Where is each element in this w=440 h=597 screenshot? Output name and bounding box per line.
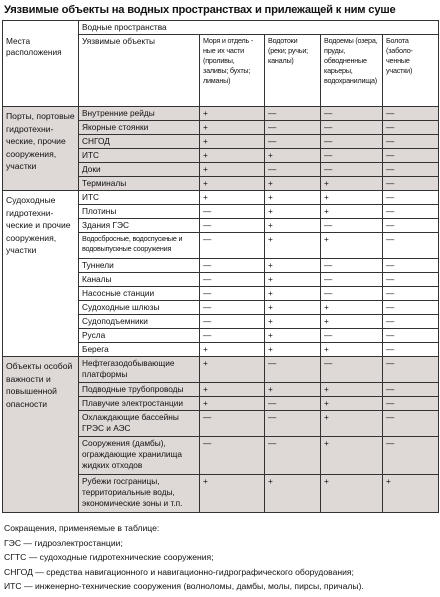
mark-cell-sea: — <box>200 329 265 343</box>
mark-cell-sea: — <box>200 233 265 259</box>
object-name-cell: Насосные станции <box>79 287 200 301</box>
mark-cell-reservoirs: — <box>321 287 383 301</box>
object-name-cell: Внутренние рейды <box>79 107 200 121</box>
mark-cell-swamps: — <box>383 259 439 273</box>
mark-cell-watercourses: + <box>265 259 321 273</box>
mark-cell-watercourses: + <box>265 273 321 287</box>
mark-cell-sea: + <box>200 191 265 205</box>
mark-cell-reservoirs: + <box>321 177 383 191</box>
mark-cell-swamps: — <box>383 177 439 191</box>
mark-cell-watercourses: + <box>265 475 321 513</box>
header-location: Места расположения <box>3 35 79 107</box>
header-reservoirs: Водоемы (озера, пруды, обводненные карьеры, водохранилища) <box>321 35 383 107</box>
object-name-cell: Сооружения (дамбы), ограждающие хранилища жидких отходов <box>79 437 200 475</box>
mark-cell-reservoirs: — <box>321 357 383 383</box>
object-name-cell: Рубежи госграницы, территориальные воды, экономические зоны и т.п. <box>79 475 200 513</box>
mark-cell-sea: + <box>200 135 265 149</box>
mark-cell-sea: + <box>200 475 265 513</box>
mark-cell-sea: — <box>200 287 265 301</box>
mark-cell-watercourses: — <box>265 411 321 437</box>
mark-cell-sea: + <box>200 357 265 383</box>
mark-cell-swamps: — <box>383 149 439 163</box>
object-name-cell: Плавучие электростанции <box>79 397 200 411</box>
mark-cell-swamps: — <box>383 287 439 301</box>
mark-cell-swamps: + <box>383 475 439 513</box>
mark-cell-reservoirs: + <box>321 315 383 329</box>
mark-cell-watercourses: + <box>265 287 321 301</box>
mark-cell-watercourses: + <box>265 383 321 397</box>
mark-cell-swamps: — <box>383 219 439 233</box>
mark-cell-watercourses: — <box>265 397 321 411</box>
mark-cell-swamps: — <box>383 397 439 411</box>
mark-cell-reservoirs: + <box>321 411 383 437</box>
mark-cell-sea: + <box>200 121 265 135</box>
mark-cell-sea: — <box>200 315 265 329</box>
document-title: Уязвимые объекты на водных пространствах и прилежащей к ним суше <box>4 4 396 16</box>
object-name-cell: Судоподъемники <box>79 315 200 329</box>
mark-cell-watercourses: — <box>265 437 321 475</box>
mark-cell-swamps: — <box>383 135 439 149</box>
location-cell: Судоходные гидротехни- ческие и прочие сооружения, участки <box>3 191 79 357</box>
location-cell: Порты, портовые гидротехни- ческие, прочие сооружения, участки <box>3 107 79 191</box>
mark-cell-watercourses: + <box>265 191 321 205</box>
mark-cell-watercourses: — <box>265 107 321 121</box>
object-name-cell: Берега <box>79 343 200 357</box>
mark-cell-swamps: — <box>383 301 439 315</box>
mark-cell-watercourses: — <box>265 357 321 383</box>
object-name-cell: Терминалы <box>79 177 200 191</box>
mark-cell-watercourses: — <box>265 163 321 177</box>
mark-cell-reservoirs: + <box>321 233 383 259</box>
mark-cell-swamps: — <box>383 329 439 343</box>
header-swamps: Болота (заболо- ченные участки) <box>383 35 439 107</box>
mark-cell-sea: + <box>200 383 265 397</box>
mark-cell-swamps: — <box>383 191 439 205</box>
mark-cell-watercourses: + <box>265 233 321 259</box>
mark-cell-sea: + <box>200 163 265 177</box>
object-name-cell: ИТС <box>79 191 200 205</box>
vulnerable-objects-table <box>2 20 439 513</box>
mark-cell-sea: + <box>200 107 265 121</box>
object-name-cell: СНГОД <box>79 135 200 149</box>
mark-cell-watercourses: + <box>265 205 321 219</box>
mark-cell-reservoirs: — <box>321 219 383 233</box>
mark-cell-swamps: — <box>383 273 439 287</box>
mark-cell-swamps: — <box>383 107 439 121</box>
mark-cell-watercourses: — <box>265 135 321 149</box>
mark-cell-watercourses: + <box>265 315 321 329</box>
abbreviation-sngod: СНГОД — средства навигационного и навигационно-гидрографического оборудования; <box>4 566 354 577</box>
mark-cell-swamps: — <box>383 411 439 437</box>
mark-cell-swamps: — <box>383 233 439 259</box>
abbreviation-its: ИТС — инженерно-технические сооружения (волноломы, дамбы, молы, пирсы, причалы). <box>4 581 364 592</box>
object-name-cell: Водосбросные, водоспускные и водовыпускные сооружения <box>79 233 200 259</box>
mark-cell-reservoirs: + <box>321 343 383 357</box>
mark-cell-watercourses: + <box>265 329 321 343</box>
mark-cell-watercourses: — <box>265 121 321 135</box>
mark-cell-sea: — <box>200 437 265 475</box>
mark-cell-sea: — <box>200 273 265 287</box>
header-group: Водные пространства <box>79 21 439 35</box>
table-row <box>3 357 439 383</box>
mark-cell-swamps: — <box>383 205 439 219</box>
header-objects: Уязвимые объекты <box>79 35 200 107</box>
object-name-cell: Русла <box>79 329 200 343</box>
mark-cell-reservoirs: — <box>321 121 383 135</box>
mark-cell-sea: — <box>200 219 265 233</box>
mark-cell-sea: + <box>200 149 265 163</box>
abbreviation-ges: ГЭС — гидроэлектростанции; <box>4 537 123 548</box>
location-cell: Объекты особой важности и повышенной опасности <box>3 357 79 513</box>
mark-cell-sea: — <box>200 259 265 273</box>
mark-cell-swamps: — <box>383 163 439 177</box>
mark-cell-reservoirs: + <box>321 475 383 513</box>
mark-cell-swamps: — <box>383 121 439 135</box>
mark-cell-sea: — <box>200 205 265 219</box>
mark-cell-watercourses: + <box>265 149 321 163</box>
object-name-cell: ИТС <box>79 149 200 163</box>
object-name-cell: Якорные стоянки <box>79 121 200 135</box>
object-name-cell: Каналы <box>79 273 200 287</box>
mark-cell-swamps: — <box>383 437 439 475</box>
mark-cell-sea: — <box>200 411 265 437</box>
object-name-cell: Доки <box>79 163 200 177</box>
mark-cell-reservoirs: + <box>321 205 383 219</box>
header-empty <box>3 21 79 35</box>
object-name-cell: Нефтегазодобывающие платформы <box>79 357 200 383</box>
table-row <box>3 107 439 121</box>
header-watercourses: Водотоки (реки; ручьи; каналы) <box>265 35 321 107</box>
mark-cell-reservoirs: — <box>321 135 383 149</box>
mark-cell-watercourses: + <box>265 343 321 357</box>
mark-cell-swamps: — <box>383 343 439 357</box>
object-name-cell: Подводные трубопроводы <box>79 383 200 397</box>
mark-cell-sea: — <box>200 301 265 315</box>
mark-cell-reservoirs: + <box>321 383 383 397</box>
abbreviations-block <box>4 521 436 594</box>
mark-cell-reservoirs: + <box>321 301 383 315</box>
object-name-cell: Туннели <box>79 259 200 273</box>
mark-cell-watercourses: + <box>265 177 321 191</box>
mark-cell-reservoirs: + <box>321 191 383 205</box>
mark-cell-sea: + <box>200 343 265 357</box>
mark-cell-sea: + <box>200 177 265 191</box>
mark-cell-reservoirs: — <box>321 149 383 163</box>
mark-cell-swamps: — <box>383 315 439 329</box>
abbreviation-sgts: СГТС — судоходные гидротехнические сооружения; <box>4 552 214 563</box>
mark-cell-reservoirs: — <box>321 273 383 287</box>
object-name-cell: Здания ГЭС <box>79 219 200 233</box>
mark-cell-reservoirs: — <box>321 163 383 177</box>
mark-cell-sea: + <box>200 397 265 411</box>
mark-cell-swamps: — <box>383 383 439 397</box>
object-name-cell: Судоходные шлюзы <box>79 301 200 315</box>
mark-cell-watercourses: + <box>265 219 321 233</box>
mark-cell-swamps: — <box>383 357 439 383</box>
mark-cell-reservoirs: — <box>321 259 383 273</box>
abbreviations-heading: Сокращения, применяемые в таблице: <box>4 523 160 533</box>
mark-cell-watercourses: + <box>265 301 321 315</box>
object-name-cell: Охлаждающие бассейны ГРЭС и АЭС <box>79 411 200 437</box>
mark-cell-reservoirs: — <box>321 107 383 121</box>
mark-cell-reservoirs: + <box>321 397 383 411</box>
header-sea: Моря и отдель - ные их части (проливы, заливы; бухты; лиманы) <box>200 35 265 107</box>
mark-cell-reservoirs: + <box>321 437 383 475</box>
mark-cell-reservoirs: — <box>321 329 383 343</box>
table-row <box>3 191 439 205</box>
object-name-cell: Плотины <box>79 205 200 219</box>
